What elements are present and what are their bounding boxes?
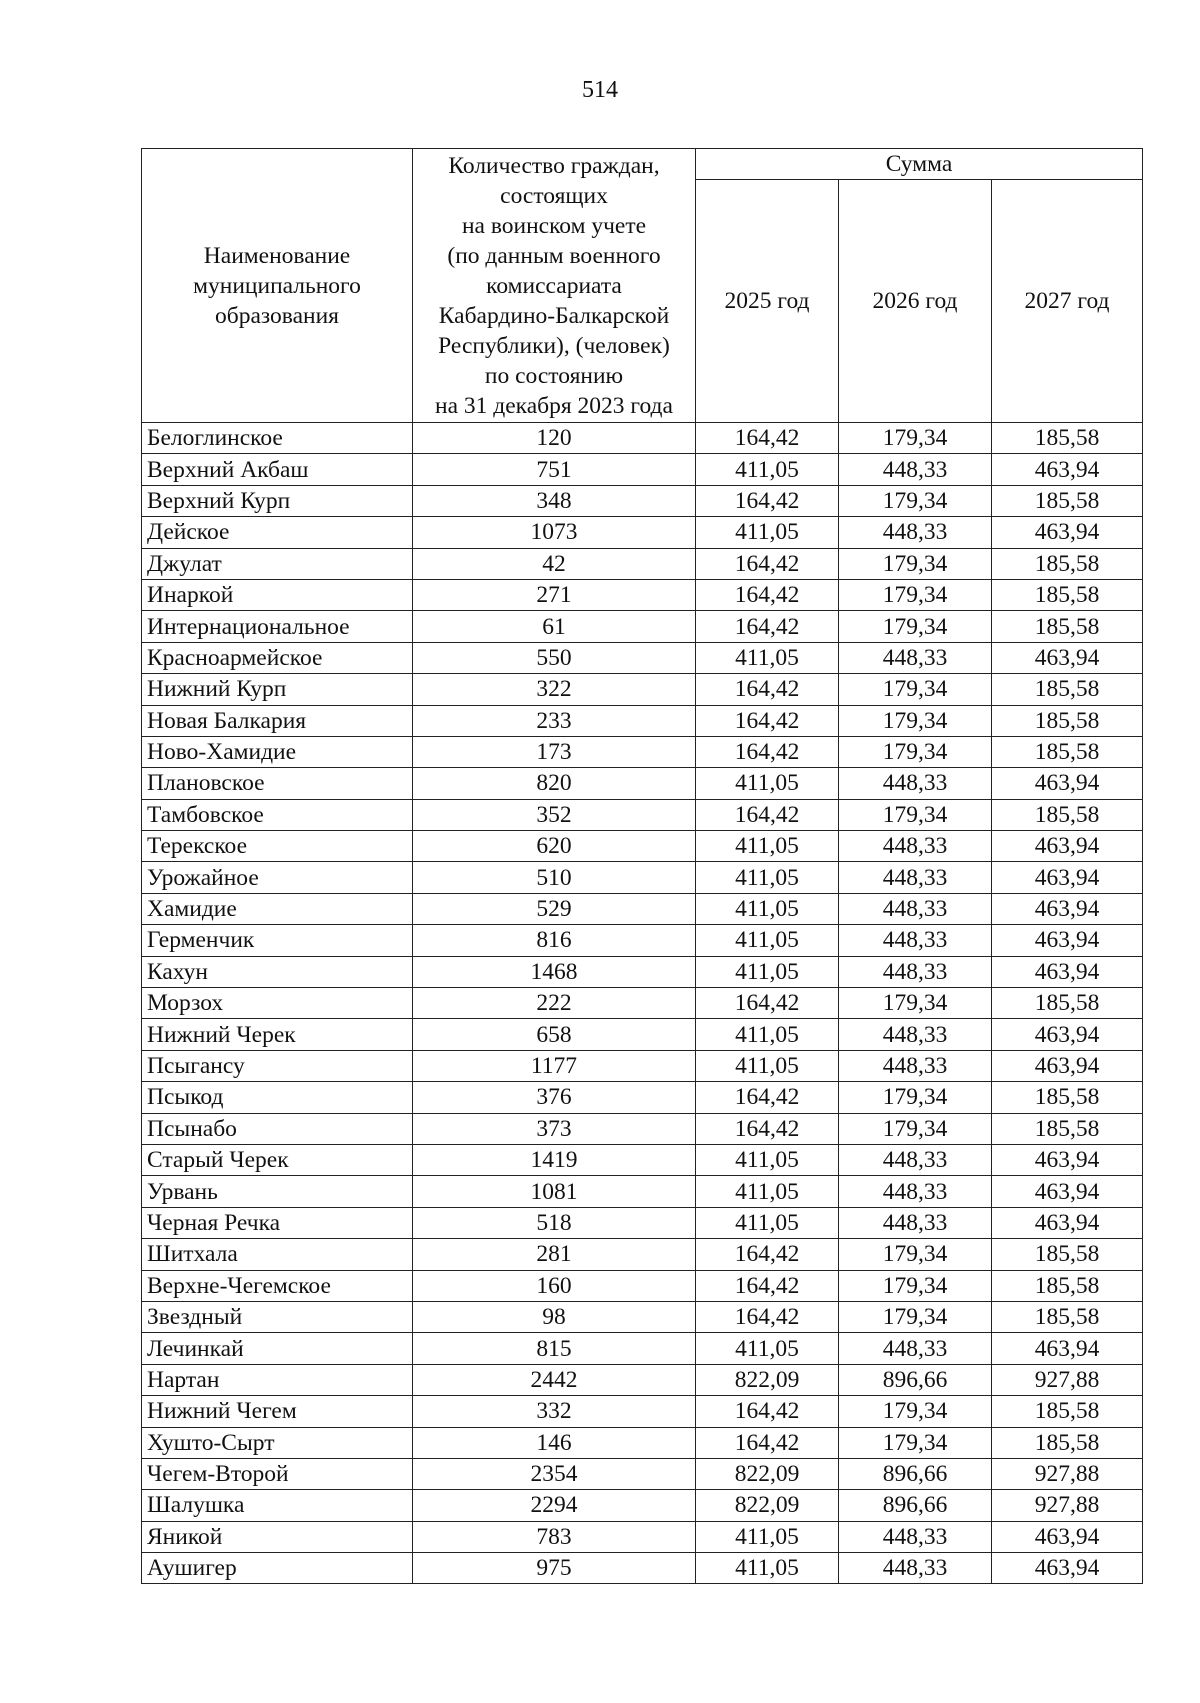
page-number: 514 <box>582 77 618 103</box>
citizens-count-cell: 820 <box>413 768 696 799</box>
sum-2027-cell: 185,58 <box>992 579 1143 610</box>
sum-2026-cell: 179,34 <box>839 1396 992 1427</box>
municipality-name-cell: Псыгансу <box>142 1050 413 1081</box>
header-text-line: по состоянию <box>484 362 624 389</box>
sum-2025-cell: 164,42 <box>696 1239 839 1270</box>
citizens-count-cell: 550 <box>413 642 696 673</box>
citizens-count-cell: 751 <box>413 454 696 485</box>
municipality-name-cell: Нижний Чегем <box>142 1396 413 1427</box>
table-row <box>142 1333 1143 1364</box>
header-text-line: муниципального <box>193 272 361 299</box>
table-row <box>142 517 1143 548</box>
municipality-name-cell: Шалушка <box>142 1490 413 1521</box>
sum-2026-cell: 896,66 <box>839 1490 992 1521</box>
municipality-name-cell: Интернациональное <box>142 611 413 642</box>
sum-2027-cell: 185,58 <box>992 1113 1143 1144</box>
table-row <box>142 1176 1143 1207</box>
sum-2025-cell: 411,05 <box>696 1050 839 1081</box>
municipality-name-cell: Псыкод <box>142 1082 413 1113</box>
citizens-count-cell: 1081 <box>413 1176 696 1207</box>
table-row <box>142 642 1143 673</box>
table-row <box>142 862 1143 893</box>
municipality-name-cell: Лечинкай <box>142 1333 413 1364</box>
sum-2025-cell: 164,42 <box>696 1301 839 1332</box>
sum-2027-cell: 185,58 <box>992 423 1143 454</box>
sum-2025-cell: 411,05 <box>696 1019 839 1050</box>
sum-2026-cell: 179,34 <box>839 1239 992 1270</box>
sum-2027-cell: 463,94 <box>992 831 1143 862</box>
sum-2026-cell: 448,33 <box>839 517 992 548</box>
header-year-2026: 2026 год <box>839 180 992 423</box>
sum-2026-cell: 448,33 <box>839 1553 992 1584</box>
header-text-line: состоящих <box>500 182 608 209</box>
sum-2027-cell: 927,88 <box>992 1490 1143 1521</box>
sum-2025-cell: 164,42 <box>696 1427 839 1458</box>
sum-2026-cell: 448,33 <box>839 1521 992 1552</box>
citizens-count-cell: 1468 <box>413 956 696 987</box>
table-row <box>142 611 1143 642</box>
sum-2025-cell: 411,05 <box>696 1207 839 1238</box>
citizens-count-cell: 518 <box>413 1207 696 1238</box>
sum-2026-cell: 179,34 <box>839 1301 992 1332</box>
sum-2026-cell: 179,34 <box>839 799 992 830</box>
municipality-name-cell: Яникой <box>142 1521 413 1552</box>
sum-2027-cell: 463,94 <box>992 1553 1143 1584</box>
sum-2025-cell: 164,42 <box>696 799 839 830</box>
citizens-count-cell: 281 <box>413 1239 696 1270</box>
municipality-name-cell: Кахун <box>142 956 413 987</box>
sum-2025-cell: 822,09 <box>696 1364 839 1395</box>
sum-2027-cell: 185,58 <box>992 1396 1143 1427</box>
sum-2025-cell: 164,42 <box>696 611 839 642</box>
citizens-count-cell: 98 <box>413 1301 696 1332</box>
sum-2027-cell: 463,94 <box>992 454 1143 485</box>
sum-2027-cell: 185,58 <box>992 1427 1143 1458</box>
municipality-name-cell: Звездный <box>142 1301 413 1332</box>
municipality-name-cell: Красноармейское <box>142 642 413 673</box>
sum-2027-cell: 463,94 <box>992 1019 1143 1050</box>
sum-2025-cell: 411,05 <box>696 1176 839 1207</box>
sum-2025-cell: 411,05 <box>696 454 839 485</box>
citizens-count-cell: 658 <box>413 1019 696 1050</box>
citizens-count-cell: 348 <box>413 485 696 516</box>
sum-2027-cell: 463,94 <box>992 956 1143 987</box>
citizens-count-cell: 146 <box>413 1427 696 1458</box>
municipality-name-cell: Шитхала <box>142 1239 413 1270</box>
sum-2027-cell: 463,94 <box>992 642 1143 673</box>
table-row <box>142 925 1143 956</box>
sum-2025-cell: 411,05 <box>696 956 839 987</box>
sum-2025-cell: 411,05 <box>696 925 839 956</box>
municipality-name-cell: Верхний Акбаш <box>142 454 413 485</box>
sum-2027-cell: 185,58 <box>992 1301 1143 1332</box>
sum-2025-cell: 822,09 <box>696 1490 839 1521</box>
citizens-count-cell: 233 <box>413 705 696 736</box>
sum-2025-cell: 164,42 <box>696 548 839 579</box>
table-row <box>142 1082 1143 1113</box>
sum-2027-cell: 463,94 <box>992 925 1143 956</box>
sum-2026-cell: 448,33 <box>839 862 992 893</box>
header-text-line: Республики), (человек) <box>438 332 670 359</box>
sum-2025-cell: 164,42 <box>696 579 839 610</box>
header-text-line: комиссариата <box>486 272 622 299</box>
municipality-name-cell: Хамидие <box>142 893 413 924</box>
citizens-count-cell: 173 <box>413 736 696 767</box>
sum-2025-cell: 822,09 <box>696 1458 839 1489</box>
municipality-name-cell: Черная Речка <box>142 1207 413 1238</box>
header-year-2027: 2027 год <box>992 180 1143 423</box>
citizens-count-cell: 510 <box>413 862 696 893</box>
table-row <box>142 1239 1143 1270</box>
sum-2027-cell: 185,58 <box>992 799 1143 830</box>
municipality-name-cell: Нижний Курп <box>142 674 413 705</box>
header-text-line: на воинском учете <box>461 212 647 239</box>
municipality-name-cell: Чегем-Второй <box>142 1458 413 1489</box>
sum-2027-cell: 463,94 <box>992 1521 1143 1552</box>
sum-2027-cell: 185,58 <box>992 611 1143 642</box>
header-text-line: Наименование <box>203 242 351 269</box>
sum-2025-cell: 411,05 <box>696 1333 839 1364</box>
citizens-count-cell: 376 <box>413 1082 696 1113</box>
sum-2027-cell: 185,58 <box>992 674 1143 705</box>
table-row <box>142 674 1143 705</box>
citizens-count-cell: 42 <box>413 548 696 579</box>
municipality-name-cell: Терекское <box>142 831 413 862</box>
citizens-count-cell: 352 <box>413 799 696 830</box>
citizens-count-cell: 783 <box>413 1521 696 1552</box>
sum-2026-cell: 179,34 <box>839 736 992 767</box>
sum-2026-cell: 179,34 <box>839 674 992 705</box>
sum-2027-cell: 185,58 <box>992 705 1143 736</box>
table-row <box>142 893 1143 924</box>
citizens-count-cell: 2442 <box>413 1364 696 1395</box>
sum-2025-cell: 164,42 <box>696 674 839 705</box>
municipality-name-cell: Урожайное <box>142 862 413 893</box>
sum-2026-cell: 448,33 <box>839 893 992 924</box>
municipality-name-cell: Псынабо <box>142 1113 413 1144</box>
citizens-count-cell: 120 <box>413 423 696 454</box>
table-row <box>142 956 1143 987</box>
table-row <box>142 799 1143 830</box>
sum-2025-cell: 411,05 <box>696 831 839 862</box>
table-row <box>142 548 1143 579</box>
sum-2025-cell: 411,05 <box>696 1144 839 1175</box>
sum-2026-cell: 448,33 <box>839 831 992 862</box>
citizens-count-cell: 322 <box>413 674 696 705</box>
sum-2026-cell: 179,34 <box>839 423 992 454</box>
header-text-line: (по данным военного <box>447 242 661 269</box>
header-citizens-count <box>413 149 696 423</box>
sum-2025-cell: 411,05 <box>696 893 839 924</box>
municipality-name-cell: Ново-Хамидие <box>142 736 413 767</box>
table-row <box>142 1113 1143 1144</box>
municipality-name-cell: Морзох <box>142 988 413 1019</box>
table-row <box>142 768 1143 799</box>
citizens-count-cell: 620 <box>413 831 696 862</box>
sum-2026-cell: 448,33 <box>839 1019 992 1050</box>
sum-2026-cell: 448,33 <box>839 454 992 485</box>
municipality-name-cell: Верхне-Чегемское <box>142 1270 413 1301</box>
sum-2027-cell: 185,58 <box>992 988 1143 1019</box>
table-row <box>142 1364 1143 1395</box>
sum-2025-cell: 411,05 <box>696 862 839 893</box>
table-row <box>142 1427 1143 1458</box>
table-row <box>142 1019 1143 1050</box>
citizens-count-cell: 1419 <box>413 1144 696 1175</box>
sum-2027-cell: 463,94 <box>992 517 1143 548</box>
header-text-line: на 31 декабря 2023 года <box>435 392 673 419</box>
sum-2026-cell: 179,34 <box>839 988 992 1019</box>
header-sum: Сумма <box>696 149 1143 180</box>
sum-2025-cell: 164,42 <box>696 1113 839 1144</box>
header-row-top <box>142 149 1143 180</box>
sum-2027-cell: 463,94 <box>992 1050 1143 1081</box>
citizens-count-cell: 2294 <box>413 1490 696 1521</box>
sum-2026-cell: 448,33 <box>839 768 992 799</box>
sum-2025-cell: 164,42 <box>696 423 839 454</box>
municipality-name-cell: Верхний Курп <box>142 485 413 516</box>
sum-2026-cell: 179,34 <box>839 1113 992 1144</box>
table-row <box>142 1050 1143 1081</box>
sum-2026-cell: 896,66 <box>839 1364 992 1395</box>
municipality-name-cell: Белоглинское <box>142 423 413 454</box>
table-row <box>142 423 1143 454</box>
sum-2027-cell: 927,88 <box>992 1364 1143 1395</box>
municipality-name-cell: Хушто-Сырт <box>142 1427 413 1458</box>
municipality-name-cell: Герменчик <box>142 925 413 956</box>
municipality-name-cell: Аушигер <box>142 1553 413 1584</box>
sum-2027-cell: 185,58 <box>992 1082 1143 1113</box>
sum-2026-cell: 179,34 <box>839 485 992 516</box>
table-row <box>142 1458 1143 1489</box>
citizens-count-cell: 271 <box>413 579 696 610</box>
citizens-count-cell: 61 <box>413 611 696 642</box>
sum-2026-cell: 448,33 <box>839 1176 992 1207</box>
sum-2027-cell: 185,58 <box>992 485 1143 516</box>
municipality-name-cell: Инаркой <box>142 579 413 610</box>
table-row <box>142 454 1143 485</box>
municipality-name-cell: Нижний Черек <box>142 1019 413 1050</box>
sum-2026-cell: 179,34 <box>839 611 992 642</box>
table-row <box>142 485 1143 516</box>
municipality-name-cell: Джулат <box>142 548 413 579</box>
table-row <box>142 1301 1143 1332</box>
sum-2027-cell: 185,58 <box>992 1239 1143 1270</box>
sum-2025-cell: 411,05 <box>696 1521 839 1552</box>
header-text-line: образования <box>215 302 339 329</box>
table-body <box>142 423 1143 1584</box>
table-row <box>142 736 1143 767</box>
sum-2026-cell: 448,33 <box>839 1207 992 1238</box>
citizens-count-cell: 222 <box>413 988 696 1019</box>
sum-2027-cell: 463,94 <box>992 1144 1143 1175</box>
sum-2026-cell: 448,33 <box>839 642 992 673</box>
sum-2025-cell: 411,05 <box>696 1553 839 1584</box>
sum-2027-cell: 463,94 <box>992 1207 1143 1238</box>
citizens-count-cell: 373 <box>413 1113 696 1144</box>
header-municipality-name <box>142 149 413 423</box>
municipality-name-cell: Дейское <box>142 517 413 548</box>
sum-2026-cell: 448,33 <box>839 956 992 987</box>
table-header <box>142 149 1143 423</box>
citizens-count-cell: 975 <box>413 1553 696 1584</box>
sum-2027-cell: 185,58 <box>992 736 1143 767</box>
sum-2027-cell: 463,94 <box>992 893 1143 924</box>
sum-2026-cell: 448,33 <box>839 1333 992 1364</box>
table-row <box>142 1207 1143 1238</box>
table-row <box>142 705 1143 736</box>
citizens-count-cell: 2354 <box>413 1458 696 1489</box>
table-row <box>142 1270 1143 1301</box>
citizens-count-cell: 815 <box>413 1333 696 1364</box>
table-row <box>142 1553 1143 1584</box>
header-year-2025: 2025 год <box>696 180 839 423</box>
sum-2025-cell: 164,42 <box>696 736 839 767</box>
sum-2027-cell: 463,94 <box>992 862 1143 893</box>
sum-2026-cell: 179,34 <box>839 1270 992 1301</box>
municipality-name-cell: Нартан <box>142 1364 413 1395</box>
sum-2026-cell: 448,33 <box>839 925 992 956</box>
municipality-name-cell: Новая Балкария <box>142 705 413 736</box>
citizens-count-cell: 1073 <box>413 517 696 548</box>
sum-2027-cell: 463,94 <box>992 1333 1143 1364</box>
sum-2025-cell: 164,42 <box>696 1396 839 1427</box>
municipality-name-cell: Старый Черек <box>142 1144 413 1175</box>
municipality-name-cell: Урвань <box>142 1176 413 1207</box>
sum-2026-cell: 179,34 <box>839 579 992 610</box>
sum-2026-cell: 179,34 <box>839 705 992 736</box>
sum-2026-cell: 448,33 <box>839 1050 992 1081</box>
sum-2025-cell: 411,05 <box>696 768 839 799</box>
sum-2025-cell: 164,42 <box>696 705 839 736</box>
citizens-count-cell: 1177 <box>413 1050 696 1081</box>
sum-2026-cell: 179,34 <box>839 1082 992 1113</box>
sum-2025-cell: 164,42 <box>696 485 839 516</box>
table-row <box>142 831 1143 862</box>
sum-2025-cell: 164,42 <box>696 1270 839 1301</box>
sum-2026-cell: 179,34 <box>839 1427 992 1458</box>
sum-2025-cell: 411,05 <box>696 642 839 673</box>
allocation-table <box>141 148 1143 1584</box>
sum-2027-cell: 463,94 <box>992 1176 1143 1207</box>
table-row <box>142 1396 1143 1427</box>
citizens-count-cell: 160 <box>413 1270 696 1301</box>
table-row <box>142 1490 1143 1521</box>
header-text-line: Кабардино-Балкарской <box>438 302 670 329</box>
sum-2025-cell: 164,42 <box>696 988 839 1019</box>
sum-2026-cell: 448,33 <box>839 1144 992 1175</box>
table-row <box>142 579 1143 610</box>
table-row <box>142 1144 1143 1175</box>
table-row <box>142 988 1143 1019</box>
sum-2025-cell: 411,05 <box>696 517 839 548</box>
municipality-name-cell: Плановское <box>142 768 413 799</box>
table-row <box>142 1521 1143 1552</box>
sum-2027-cell: 927,88 <box>992 1458 1143 1489</box>
citizens-count-cell: 529 <box>413 893 696 924</box>
header-text-line: Количество граждан, <box>448 152 660 179</box>
municipality-name-cell: Тамбовское <box>142 799 413 830</box>
sum-2027-cell: 185,58 <box>992 548 1143 579</box>
sum-2026-cell: 896,66 <box>839 1458 992 1489</box>
sum-2026-cell: 179,34 <box>839 548 992 579</box>
sum-2025-cell: 164,42 <box>696 1082 839 1113</box>
sum-2027-cell: 185,58 <box>992 1270 1143 1301</box>
citizens-count-cell: 332 <box>413 1396 696 1427</box>
citizens-count-cell: 816 <box>413 925 696 956</box>
sum-2027-cell: 463,94 <box>992 768 1143 799</box>
